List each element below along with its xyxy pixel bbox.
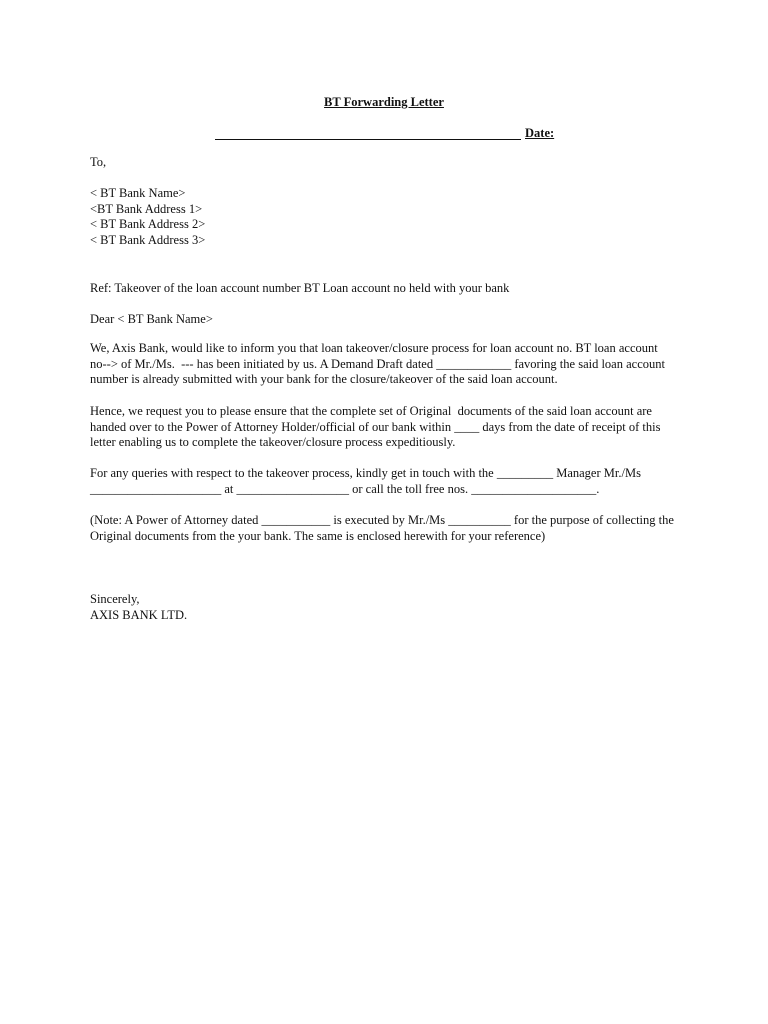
para1-line-3: number is already submitted with your bank for the closure/takeover of the said loan account. — [90, 372, 558, 386]
address-line-2: < BT Bank Address 2> — [90, 217, 206, 231]
to-line: To, — [90, 155, 107, 169]
reference-line — [90, 281, 678, 297]
paragraph-2 — [90, 404, 678, 451]
ref-text: Ref: Takeover of the loan account number BT Loan account no held with your bank — [90, 281, 510, 295]
address-bank-name: < BT Bank Name> — [90, 186, 186, 200]
para3-line-1: For any queries with respect to the takeover process, kindly get in touch with the _________ Manager Mr./Ms — [90, 466, 641, 480]
para4-line-2: Original documents from the your bank. The same is enclosed herewith for your reference) — [90, 528, 546, 543]
para1-line-2: no--> of Mr./Ms. --- has been initiated by us. A Demand Draft dated ____________ favoring the said loan account — [90, 356, 665, 371]
dear-text: Dear < BT Bank Name> — [90, 312, 213, 326]
recipient-address — [90, 186, 678, 248]
signatory-name: AXIS BANK LTD. — [90, 607, 188, 622]
closing-block — [90, 592, 678, 623]
para4-line-1: (Note: A Power of Attorney dated ___________ is executed by Mr./Ms __________ for the purpose of collecting the — [90, 513, 674, 527]
closing-sincerely: Sincerely, — [90, 592, 140, 606]
paragraph-1 — [90, 341, 678, 388]
date-row — [215, 126, 555, 142]
paragraph-3 — [90, 466, 678, 497]
para2-line-3: letter enabling us to complete the takeover/closure process expeditiously. — [90, 435, 456, 449]
para2-line-2: handed over to the Power of Attorney Holder/official of our bank within ____ days from the date of receipt of this — [90, 419, 661, 434]
para3-line-2: _____________________ at __________________ or call the toll free nos. ____________________. — [90, 481, 600, 496]
para2-line-1: Hence, we request you to please ensure that the complete set of Original documents of the said loan account are — [90, 404, 652, 418]
salutation-to — [90, 155, 678, 171]
para1-line-1: We, Axis Bank, would like to inform you that loan takeover/closure process for loan account no. BT loan account — [90, 341, 658, 355]
date-blank-line — [215, 139, 521, 140]
address-line-3: < BT Bank Address 3> — [90, 232, 206, 247]
paragraph-4-note — [90, 513, 678, 544]
date-label: Date: — [525, 126, 555, 140]
address-line-1: <BT Bank Address 1> — [90, 201, 203, 216]
dear-line — [90, 312, 678, 328]
letter-title: BT Forwarding Letter — [324, 95, 444, 109]
